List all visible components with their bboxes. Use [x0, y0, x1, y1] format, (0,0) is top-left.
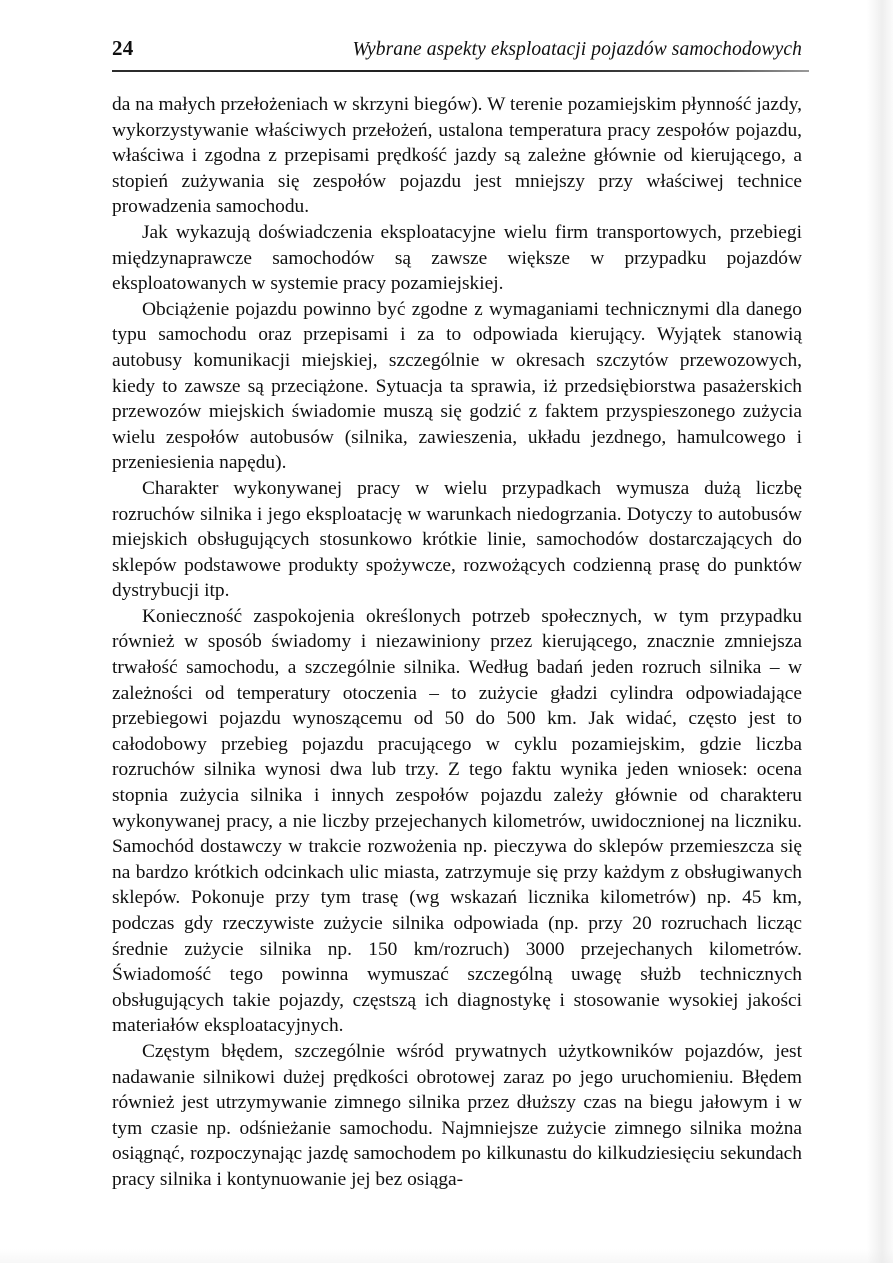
paragraph: Jak wykazują doświadczenia eksploatacyjne wielu firm transportowych, przebiegi międzynaprawcze samochodów są zawsze większe w przypadku pojazdów eksploatowanych w systemie pracy pozamiejskiej.: [112, 221, 802, 295]
paragraph: Częstym błędem, szczególnie wśród prywatnych użytkowników pojazdów, jest nadawanie silnikowi dużej prędkości obrotowej zaraz po jego uruchomieniu. Błędem również jest utrzymywanie zimnego silnika przez dłuższy czas na biegu jałowym i w tym czasie np. odśnieżanie samochodu. Najmniejsze zużycie zimnego silnika można osiągnąć, rozpoczynając jazdę samochodem po kilkunastu do kilkudziesięciu sekundach pracy silnika i kontynuowanie jej bez osiąga-: [112, 1040, 802, 1190]
header-divider-rule: [112, 70, 809, 72]
body-text-block: [112, 92, 802, 1193]
scan-edge-shading-bottom: [0, 1249, 893, 1263]
paragraph: Konieczność zaspokojenia określonych potrzeb społecznych, w tym przypadku również w sposób świadomy i niezawiniony przez kierującego, znacznie zmniejsza trwałość samochodu, a szczególnie silnika. Według badań jeden rozruch silnika – w zależności od temperatury otoczenia – to zużycie gładzi cylindra odpowiadające przebiegowi pojazdu wynoszącemu od 50 do 500 km. Jak widać, często jest to całodobowy przebieg pojazdu pracującego w cyklu pozamiejskim, gdzie liczba rozruchów silnika wynosi dwa lub trzy. Z tego faktu wynika jeden wniosek: ocena stopnia zużycia silnika i innych zespołów pojazdu zależy głównie od charakteru wykonywanej pracy, a nie liczby przejechanych kilometrów, uwidocznionej na liczniku. Samochód dostawczy w trakcie rozwożenia np. pieczywa do sklepów przemieszcza się na bardzo krótkich odcinkach ulic miasta, zatrzymuje się przy każdym z obsługiwanych sklepów. Pokonuje przy tym trasę (wg wskazań licznika kilometrów) np. 45 km, podczas gdy rzeczywiste zużycie silnika odpowiada (np. przy 20 rozruchach licząc średnie zużycie silnika np. 150 km/rozruch) 3000 przejechanych kilometrów. Świadomość tego powinna wymuszać szczególną uwagę służb technicznych obsługujących takie pojazdy, częstszą ich diagnostykę i stosowanie wysokiej jakości materiałów eksploatacyjnych.: [112, 605, 802, 1037]
paragraph: Obciążenie pojazdu powinno być zgodne z wymaganiami technicznymi dla danego typu samochodu oraz przepisami i za to odpowiada kierujący. Wyjątek stanowią autobusy komunikacji miejskiej, szczególnie w okresach szczytów przewozowych, kiedy to zawsze są przeciążone. Sytuacja ta sprawia, iż przedsiębiorstwa pasażerskich przewozów miejskich świadomie muszą się godzić z faktem przyspieszonego zużycia wielu zespołów autobusów (silnika, zawieszenia, układu jezdnego, hamulcowego i przeniesienia napędu).: [112, 298, 802, 474]
running-header: [112, 38, 802, 60]
paragraph: Charakter wykonywanej pracy w wielu przypadkach wymusza dużą liczbę rozruchów silnika i jego eksploatację w warunkach niedogrzania. Dotyczy to autobusów miejskich obsługujących stosunkowo krótkie linie, samochodów dostarczających do sklepów podstawowe produkty spożywcze, rozwożących codzienną prasę do punktów dystrybucji itp.: [112, 477, 802, 602]
running-title: Wybrane aspekty eksploatacji pojazdów samochodowych: [352, 39, 802, 60]
paragraph: da na małych przełożeniach w skrzyni biegów). W terenie pozamiejskim płynność jazdy, wykorzystywanie właściwych przełożeń, ustalona temperatura pracy zespołów pojazdu, właściwa i zgodna z przepisami prędkość jazdy są zależne głównie od kierującego, a stopień zużywania się zespołów pojazdu jest mniejszy przy właściwej technice prowadzenia samochodu.: [112, 94, 802, 218]
page-number: 24: [112, 36, 134, 60]
scan-edge-shading-right: [867, 0, 893, 1263]
